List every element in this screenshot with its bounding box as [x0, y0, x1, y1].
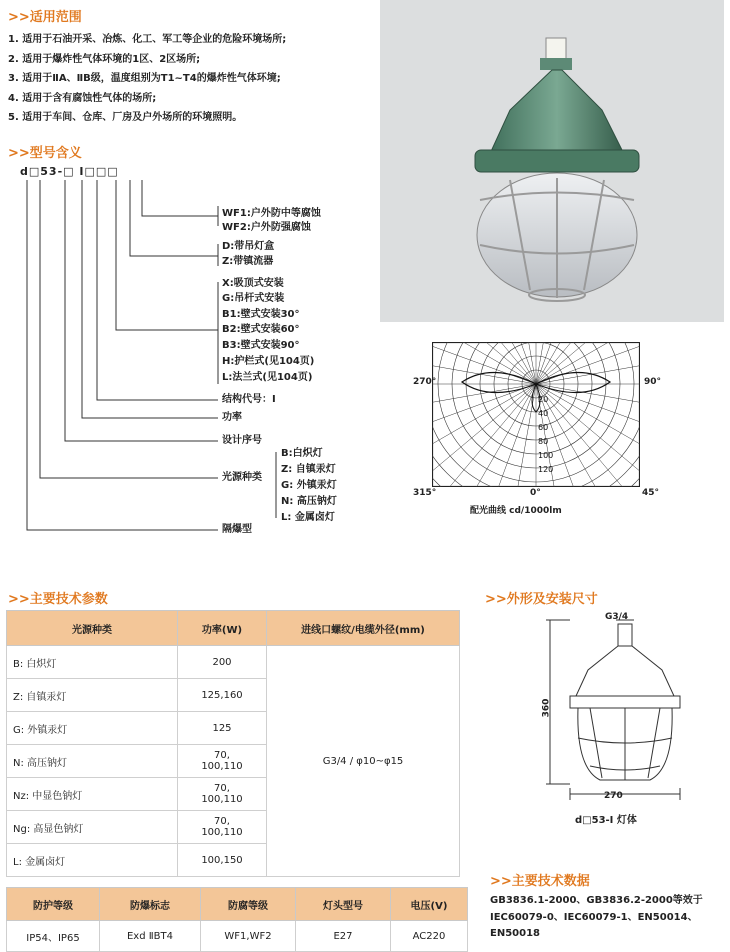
label-power: 功率 — [222, 412, 242, 423]
protection-header: 防腐等级 — [201, 888, 296, 921]
thread-cell: G3/4 / φ10~φ15 — [267, 646, 460, 877]
table-cell: WF1,WF2 — [201, 921, 296, 952]
polar-tick-label: 60 — [538, 423, 549, 432]
table-row — [7, 921, 468, 952]
protection-header: 灯头型号 — [296, 888, 391, 921]
label-b1: B1:壁式安装30° — [222, 309, 300, 320]
label-src-b: B:白炽灯 — [281, 448, 323, 459]
label-src-z: Z: 自镇汞灯 — [281, 464, 336, 475]
light-distribution-chart — [432, 342, 640, 487]
table-cell: IP54、IP65 — [7, 921, 100, 952]
standards-text: GB3836.1-2000、GB3836.2-2000等效于IEC60079-0、IEC60079-1、EN50014、EN50018 — [490, 895, 703, 939]
table-row — [7, 646, 460, 679]
table-cell: Z: 自镇汞灯 — [7, 679, 178, 712]
polar-angle-0: 0° — [530, 488, 541, 498]
table-cell: 70, 100,110 — [178, 745, 267, 778]
protection-table — [6, 887, 468, 952]
label-wf2: WF2:户外防强腐蚀 — [222, 222, 311, 233]
dim-width-label: 270 — [604, 791, 623, 801]
standards-title: >>主要技术数据 — [490, 874, 590, 889]
specs-header-source: 光源种类 — [7, 611, 178, 646]
polar-tick-label: 80 — [538, 437, 549, 446]
label-x: X:吸顶式安装 — [222, 278, 284, 289]
label-d: D:带吊灯盒 — [222, 241, 275, 252]
table-cell: B: 白炽灯 — [7, 646, 178, 679]
label-struct: 结构代号：Ⅰ — [222, 394, 276, 405]
table-cell: E27 — [296, 921, 391, 952]
label-source: 光源种类 — [222, 472, 262, 483]
polar-caption: 配光曲线 cd/1000lm — [470, 506, 562, 516]
product-photo — [380, 0, 724, 322]
table-cell: N: 高压钠灯 — [7, 745, 178, 778]
table-cell: 125 — [178, 712, 267, 745]
dim-thread-label: G3/4 — [605, 612, 629, 622]
application-item: 1. 适用于石油开采、冶炼、化工、军工等企业的危险环境场所; — [8, 34, 287, 45]
table-cell: L: 金属卤灯 — [7, 844, 178, 877]
table-cell: G: 外镇汞灯 — [7, 712, 178, 745]
label-b3: B3:壁式安装90° — [222, 340, 300, 351]
table-cell: 125,160 — [178, 679, 267, 712]
table-cell: Nz: 中显色钠灯 — [7, 778, 178, 811]
model-title: >>型号含义 — [8, 146, 82, 161]
model-code: d□53-□ I□□□ — [20, 165, 119, 178]
polar-angle-45: 45° — [642, 488, 660, 498]
dim-caption: d□53-Ⅰ 灯体 — [575, 815, 637, 826]
protection-header: 防护等级 — [7, 888, 100, 921]
polar-tick-label: 100 — [538, 451, 554, 460]
application-item: 2. 适用于爆炸性气体环境的1区、2区场所; — [8, 53, 201, 65]
polar-tick-label: 20 — [538, 395, 549, 404]
polar-angle-270: 270° — [413, 377, 437, 387]
polar-angle-315: 315° — [413, 488, 437, 498]
table-cell: Exd ⅡBT4 — [100, 921, 201, 952]
table-cell: AC220 — [391, 921, 468, 952]
label-src-n: N: 高压钠灯 — [281, 496, 337, 507]
specs-header-thread: 进线口螺纹/电缆外径(mm) — [267, 611, 460, 646]
explosion-proof-lamp-icon — [380, 0, 724, 322]
specs-title: >>主要技术参数 — [8, 592, 108, 607]
label-src-g: G: 外镇汞灯 — [281, 480, 337, 491]
label-l: L:法兰式(见104页) — [222, 372, 313, 383]
application-item: 3. 适用于ⅡA、ⅡB级，温度组别为T1~T4的爆炸性气体环境; — [8, 73, 281, 84]
dimension-drawing — [530, 608, 720, 808]
dimensions-title: >>外形及安装尺寸 — [485, 592, 598, 607]
specs-table — [6, 610, 460, 877]
protection-header: 防爆标志 — [100, 888, 201, 921]
label-b2: B2:壁式安装60° — [222, 324, 300, 335]
label-h: H:护栏式(见104页) — [222, 356, 315, 367]
table-cell: 100,150 — [178, 844, 267, 877]
label-type: 隔爆型 — [222, 524, 252, 535]
application-item: 4. 适用于含有腐蚀性气体的场所; — [8, 92, 157, 104]
label-design: 设计序号 — [222, 435, 262, 446]
table-cell: Ng: 高显色钠灯 — [7, 811, 178, 844]
dim-height-label: 360 — [541, 698, 552, 718]
polar-tick-label: 120 — [538, 465, 554, 474]
application-title: >>适用范围 — [8, 10, 82, 25]
label-g: G:吊杆式安装 — [222, 293, 285, 304]
protection-header: 电压(V) — [391, 888, 468, 921]
table-cell: 200 — [178, 646, 267, 679]
label-src-l: L: 金属卤灯 — [281, 512, 335, 523]
label-wf1: WF1:户外防中等腐蚀 — [222, 208, 321, 219]
table-cell: 70, 100,110 — [178, 778, 267, 811]
application-item: 5. 适用于车间、仓库、厂房及户外场所的环境照明。 — [8, 112, 243, 123]
table-cell: 70, 100,110 — [178, 811, 267, 844]
specs-header-power: 功率(W) — [178, 611, 267, 646]
polar-tick-label: 40 — [538, 409, 549, 418]
label-z: Z:带镇流器 — [222, 256, 274, 267]
polar-angle-90: 90° — [644, 377, 662, 387]
